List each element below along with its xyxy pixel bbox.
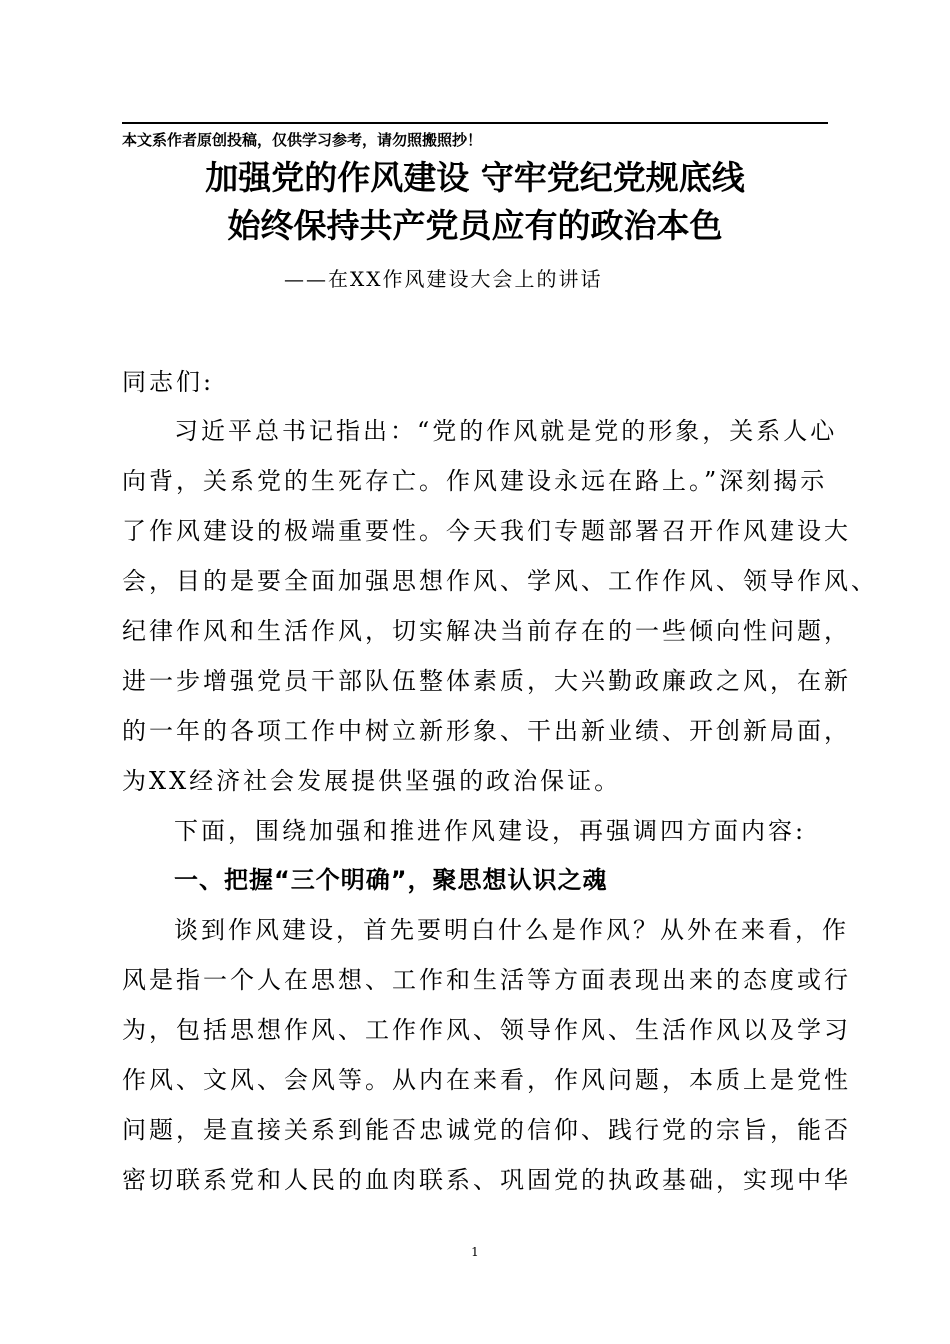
section-heading-1: 一、把握“三个明确”，聚思想认识之魂 [174, 866, 608, 894]
paragraph-line: 作风、文风、会风等。从内在来看，作风问题，本质上是党性 [122, 1066, 851, 1094]
paragraph-line: 为，包括思想作风、工作作风、领导作风、生活作风以及学习 [122, 1016, 851, 1044]
paragraph-line: 谈到作风建设，首先要明白什么是作风？从外在来看，作 [174, 916, 849, 944]
paragraph-line: 下面，围绕加强和推进作风建设，再强调四方面内容: [174, 817, 807, 845]
paragraph-line: 纪律作风和生活作风，切实解决当前存在的一些倾向性问题， [122, 617, 851, 645]
paragraph-line: 的一年的各项工作中树立新形象、干出新业绩、开创新局面， [122, 717, 851, 745]
paragraph-line: 了作风建设的极端重要性。今天我们专题部署召开作风建设大 [122, 517, 851, 545]
header-rule [122, 122, 828, 124]
paragraph-line: 风是指一个人在思想、工作和生活等方面表现出来的态度或行 [122, 966, 851, 994]
paragraph-line: 密切联系党和人民的血肉联系、巩固党的执政基础，实现中华 [122, 1166, 851, 1194]
document-title-line-2: 始终保持共产党员应有的政治本色 [227, 206, 723, 245]
salutation: 同志们: [122, 368, 215, 396]
paragraph-line: 进一步增强党员干部队伍整体素质，大兴勤政廉政之风，在新 [122, 667, 851, 695]
paragraph-line: 习近平总书记指出：“党的作风就是党的形象，关系人心 [174, 417, 838, 445]
paragraph-line: 问题，是直接关系到能否忠诚党的信仰、践行党的宗旨，能否 [122, 1116, 851, 1144]
paragraph-line: 会，目的是要全面加强思想作风、学风、工作作风、领导作风、 [122, 567, 878, 595]
header-note: 本文系作者原创投稿，仅供学习参考，请勿照搬照抄！ [122, 131, 483, 149]
document-title-line-1: 加强党的作风建设 守牢党纪党规底线 [205, 158, 745, 197]
document-subtitle: ——在XX作风建设大会上的讲话 [284, 267, 603, 291]
paragraph-line: 向背，关系党的生死存亡。作风建设永远在路上。”深刻揭示 [122, 467, 828, 495]
paragraph-line: 为XX经济社会发展提供坚强的政治保证。 [122, 767, 622, 795]
page-number: 1 [471, 1245, 479, 1259]
